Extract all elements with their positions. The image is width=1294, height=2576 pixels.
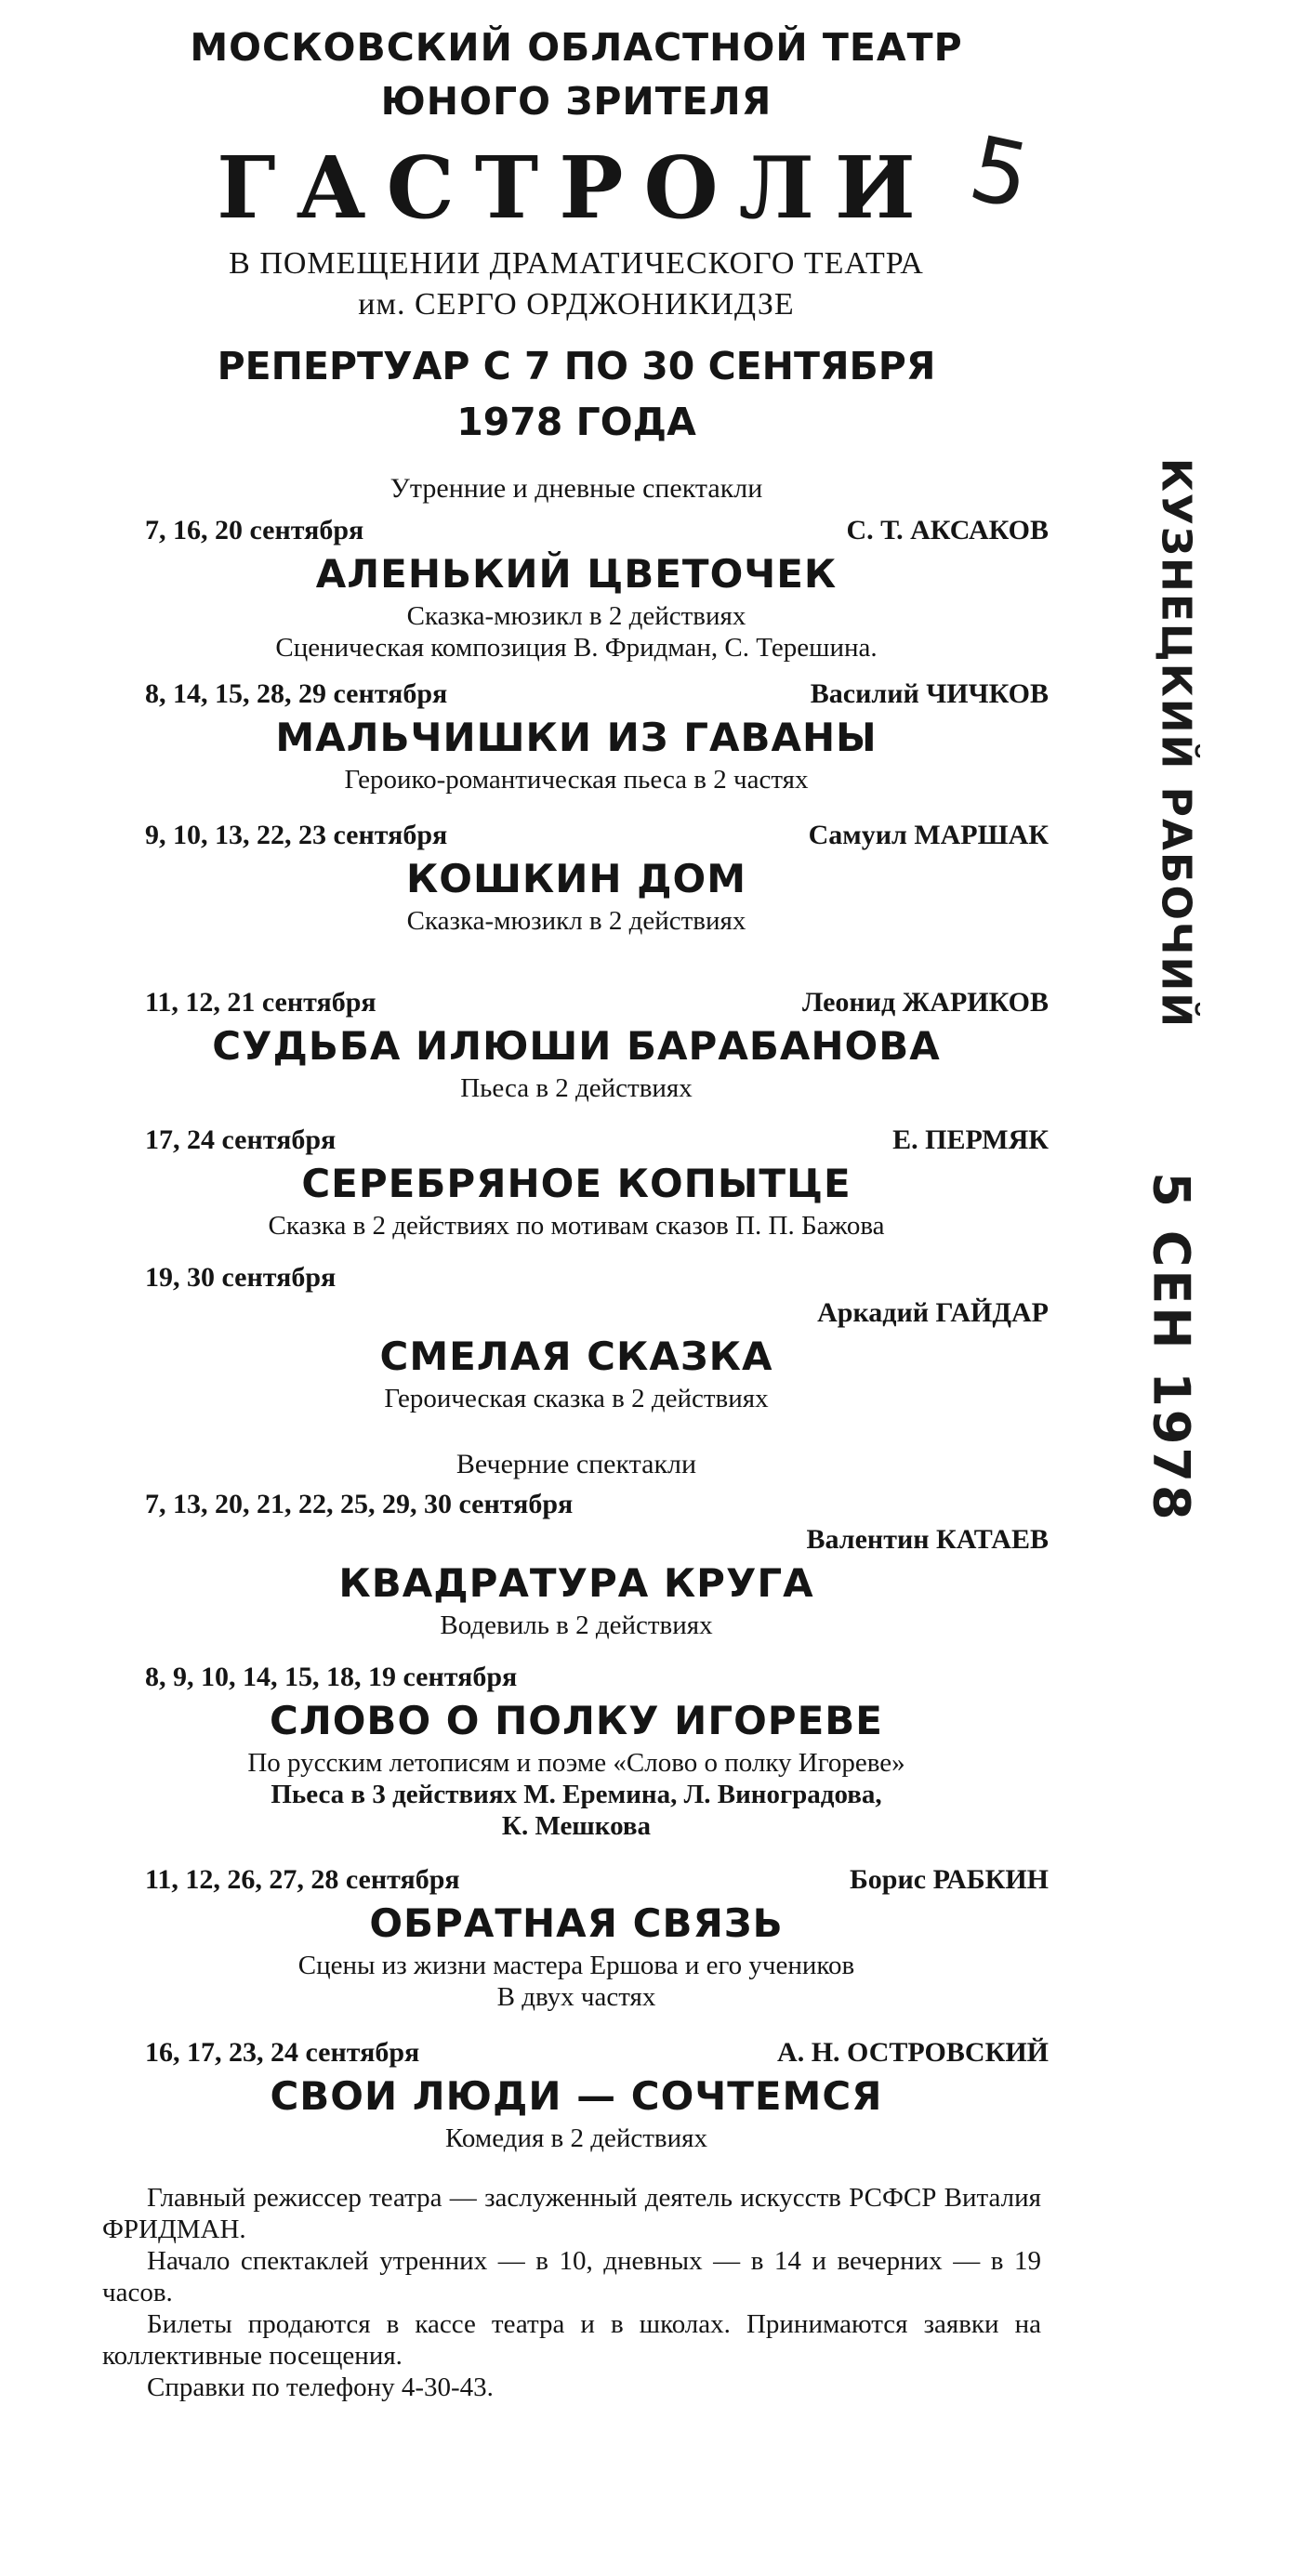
- play-description: Героико-романтическая пьеса в 2 частях: [344, 765, 809, 795]
- play-dates: 8, 9, 10, 14, 15, 18, 19 сентября: [145, 1662, 518, 1692]
- play-title: СМЕЛАЯ СКАЗКА: [379, 1334, 773, 1379]
- handwritten-number: 5: [961, 115, 1039, 230]
- play-title: КВАДРАТУРА КРУГА: [338, 1560, 814, 1606]
- play-author: Василий ЧИЧКОВ: [810, 678, 1049, 709]
- play-entry: [84, 2035, 1069, 2154]
- play-dates: 7, 13, 20, 21, 22, 25, 29, 30 сентября: [145, 1489, 574, 1519]
- morning-section-heading: Утренние и дневные спектакли: [390, 473, 763, 504]
- play-author: Борис РАБКИН: [849, 1864, 1049, 1895]
- play-description: Героическая сказка в 2 действиях: [384, 1384, 769, 1413]
- play-author: А. Н. ОСТРОВСКИЙ: [777, 2037, 1049, 2068]
- play-title: СВОИ ЛЮДИ — СОЧТЕМСЯ: [270, 2073, 883, 2119]
- play-title: КОШКИН ДОМ: [405, 856, 747, 901]
- poster-title: ГАСТРОЛИ: [217, 138, 936, 238]
- play-dates: 8, 14, 15, 28, 29 сентября: [145, 678, 448, 709]
- play-entry: [84, 1123, 1069, 1242]
- play-dates-row: [84, 677, 1069, 712]
- play-title: АЛЕНЬКИЙ ЦВЕТОЧЕК: [315, 551, 838, 597]
- play-entry: [84, 985, 1069, 1104]
- play-dates-row: [84, 2035, 1069, 2070]
- date-stamp-text: 5 СЕН 1978: [1142, 1172, 1201, 1523]
- footer-notes: [84, 2182, 1069, 2403]
- newspaper-name-stamp: [1120, 457, 1232, 1030]
- footer-times: Начало спектаклей утренних — в 10, дневных — в 14 и вечерних — в 19 часов.: [102, 2246, 1041, 2307]
- play-description: Комедия в 2 действиях: [445, 2123, 707, 2153]
- play-title: СЛОВО О ПОЛКУ ИГОРЕВЕ: [270, 1698, 883, 1743]
- play-description: В двух частях: [496, 1982, 656, 2012]
- play-dates-row: [84, 1123, 1069, 1158]
- play-author: Леонид ЖАРИКОВ: [801, 987, 1049, 1018]
- play-entry: [84, 1660, 1069, 1842]
- repertoire-year: 1978 ГОДА: [456, 400, 696, 444]
- play-description: К. Мешкова: [501, 1811, 652, 1841]
- venue-line1: В ПОМЕЩЕНИИ ДРАМАТИЧЕСКОГО ТЕАТРА: [229, 246, 924, 281]
- play-author: Аркадий ГАЙДАР: [817, 1297, 1049, 1328]
- play-entry: [84, 1260, 1069, 1414]
- play-description: По русским летописям и поэме «Слово о полку Игореве»: [247, 1748, 905, 1778]
- play-entry: [84, 1862, 1069, 2013]
- newspaper-name: КУЗНЕЦКИЙ РАБОЧИЙ: [1152, 457, 1200, 1030]
- play-author: Е. ПЕРМЯК: [892, 1124, 1049, 1155]
- play-description: Сказка в 2 действиях по мотивам сказов П. П. Бажова: [268, 1211, 885, 1241]
- poster: [84, 0, 1069, 2403]
- play-dates-row: [84, 513, 1069, 548]
- play-author: Самуил МАРШАК: [808, 820, 1049, 850]
- play-dates: 19, 30 сентября: [145, 1262, 337, 1293]
- theatre-name-line2: ЮНОГО ЗРИТЕЛЯ: [380, 79, 772, 124]
- footer-phone: Справки по телефону 4-30-43.: [147, 2372, 494, 2402]
- play-entry: [84, 818, 1069, 937]
- venue-line2: им. СЕРГО ОРДЖОНИКИДЗЕ: [358, 287, 795, 322]
- play-dates: 9, 10, 13, 22, 23 сентября: [145, 820, 448, 850]
- play-author: Валентин КАТАЕВ: [806, 1524, 1049, 1555]
- evening-section-heading: Вечерние спектакли: [456, 1449, 697, 1479]
- play-entry: [84, 1487, 1069, 1641]
- play-author: С. Т. АКСАКОВ: [846, 515, 1049, 545]
- play-description: Пьеса в 3 действиях М. Еремина, Л. Виноградова,: [271, 1780, 882, 1809]
- footer-tickets: Билеты продаются в кассе театра и в школах. Принимаются заявки на коллективные посещения.: [102, 2309, 1041, 2371]
- play-dates: 7, 16, 20 сентября: [145, 515, 364, 545]
- play-dates-row: [84, 818, 1069, 853]
- play-dates-row: [84, 985, 1069, 1020]
- play-dates: 11, 12, 26, 27, 28 сентября: [145, 1864, 460, 1895]
- play-dates: 17, 24 сентября: [145, 1124, 337, 1155]
- play-dates: 16, 17, 23, 24 сентября: [145, 2037, 420, 2068]
- play-title: ОБРАТНАЯ СВЯЗЬ: [369, 1900, 784, 1946]
- repertoire-heading: РЕПЕРТУАР С 7 ПО 30 СЕНТЯБРЯ: [217, 344, 936, 388]
- play-description: Пьеса в 2 действиях: [460, 1073, 693, 1103]
- play-dates-row: [84, 1862, 1069, 1898]
- play-description: Сцены из жизни мастера Ершова и его учеников: [297, 1951, 855, 1980]
- play-entry: [84, 677, 1069, 795]
- play-dates: 11, 12, 21 сентября: [145, 987, 376, 1018]
- play-title: СУДЬБА ИЛЮШИ БАРАБАНОВА: [212, 1023, 941, 1069]
- date-stamp: [1116, 1171, 1227, 1524]
- play-description: Сценическая композиция В. Фридман, С. Терешина.: [275, 633, 878, 663]
- play-title: МАЛЬЧИШКИ ИЗ ГАВАНЫ: [275, 715, 878, 760]
- footer-director: Главный режиссер театра — заслуженный деятель искусств РСФСР Виталия ФРИДМАН.: [102, 2183, 1041, 2244]
- play-description: Сказка-мюзикл в 2 действиях: [406, 906, 746, 936]
- play-entry: [84, 513, 1069, 664]
- play-title: СЕРЕБРЯНОЕ КОПЫТЦЕ: [301, 1161, 852, 1206]
- theatre-name-line1: МОСКОВСКИЙ ОБЛАСТНОЙ ТЕАТР: [190, 25, 963, 70]
- play-description: Водевиль в 2 действиях: [440, 1610, 713, 1640]
- play-description: Сказка-мюзикл в 2 действиях: [406, 601, 746, 631]
